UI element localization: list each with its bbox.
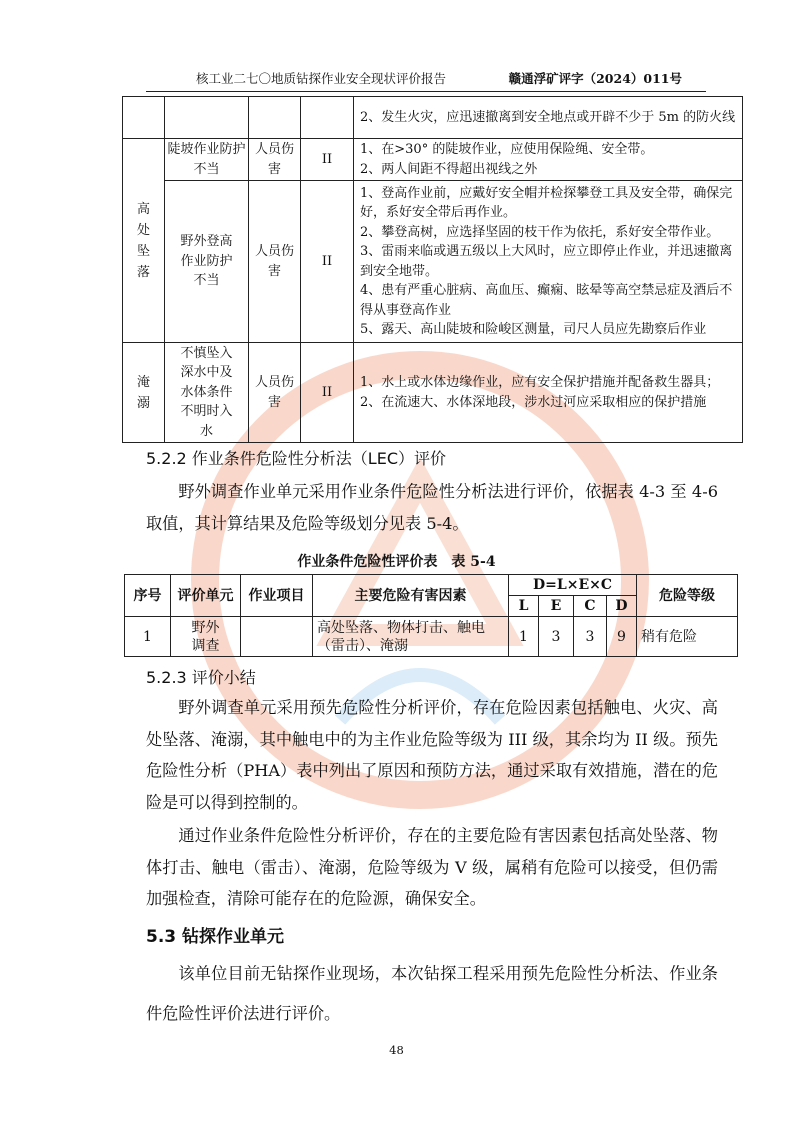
- hazard-analysis-table: [122, 96, 743, 443]
- measure-item: 2、两人间距不得超出视线之外: [360, 161, 538, 177]
- page-number: 48: [389, 1043, 404, 1057]
- section-heading-5-3: 5.3 钻探作业单元: [146, 927, 285, 947]
- cell-l: 1: [509, 617, 539, 657]
- level-cell: II: [301, 139, 354, 181]
- level-cell: [301, 97, 354, 139]
- level-cell: II: [301, 181, 354, 343]
- cell-d: 9: [607, 617, 637, 657]
- cell-factors: 高处坠落、物体打击、触电（雷击）、淹溺: [313, 617, 509, 657]
- table-row: [123, 97, 743, 139]
- col-header-grade: 危险等级: [637, 575, 738, 617]
- cell-e: 3: [539, 617, 574, 657]
- table-row: [125, 617, 738, 657]
- header-report-title: 核工业二七〇地质钻探作业安全现状评价报告: [196, 71, 447, 86]
- lec-evaluation-table: [124, 574, 738, 657]
- cell-grade: 稍有危险: [637, 617, 738, 657]
- consequence-cell: 人员伤害: [249, 181, 301, 343]
- measure-item: 4、患有严重心脏病、高血压、癫痫、眩晕等高空禁忌症及酒后不得从事登高作业: [360, 283, 733, 318]
- consequence-cell: [249, 97, 301, 139]
- table-row: [123, 343, 743, 443]
- col-header-factors: 主要危险有害因素: [313, 575, 509, 617]
- table-row: [123, 181, 743, 343]
- consequence-cell: 人员伤害: [249, 139, 301, 181]
- col-header-l: L: [509, 596, 539, 617]
- measure-item: 5、露天、高山陡坡和险峻区测量，司尺人员应先勘察后作业: [360, 322, 707, 337]
- cell-item: [241, 617, 313, 657]
- measure-item: 1、登高作业前，应戴好安全帽并检探攀登工具及安全带，确保完好，系好安全带后再作业。: [360, 185, 733, 220]
- hazard-cell: 野外登高作业防护不当: [165, 181, 249, 343]
- cell-c: 3: [574, 617, 607, 657]
- col-header-unit: 评价单元: [171, 575, 241, 617]
- col-header-c: C: [574, 596, 607, 617]
- col-header-item: 作业项目: [241, 575, 313, 617]
- cell-no: 1: [125, 617, 171, 657]
- measure-item: 2、在流速大、水体深地段，涉水过河应采取相应的保护措施: [360, 394, 707, 410]
- col-header-d: D: [607, 596, 637, 617]
- measure-item: 3、雷雨来临或遇五级以上大风时，应立即停止作业，并迅速撤离到安全地带。: [360, 244, 733, 279]
- measures-cell: [354, 343, 743, 443]
- category-cell: 高处坠落: [123, 139, 165, 343]
- measure-item: 2、发生火灾，应迅速撤离到安全地点或开辟不少于 5m 的防火线: [360, 109, 736, 125]
- measures-cell: [354, 181, 743, 343]
- section-5-3-paragraph: 该单位目前无钻探作业现场，本次钻探工程采用预先危险性分析法、作业条件危险性评价法进行评价。: [146, 964, 718, 1023]
- hazard-cell: 不慎坠入深水中及水体条件不明时入水: [165, 343, 249, 443]
- col-header-no: 序号: [125, 575, 171, 617]
- measure-item: 1、水上或水体边缘作业，应有安全保护措施并配备救生器具；: [360, 375, 720, 390]
- hazard-cell: [165, 97, 249, 139]
- section-5-2-2-paragraph: 野外调查作业单元采用作业条件危险性分析法进行评价，依据表 4-3 至 4-6 取值，其计算结果及危险等级划分见表 5-4。: [146, 482, 718, 533]
- category-cell: [123, 97, 165, 139]
- consequence-cell: 人员伤害: [249, 343, 301, 443]
- section-5-2-3-paragraph-2: 通过作业条件危险性分析评价，存在的主要危险有害因素包括高处坠落、物体打击、触电（雷击）、淹溺，危险等级为 V 级，属稍有危险可以接受，但仍需加强检查，清除可能存在的危险源，确保安全。: [146, 826, 718, 908]
- section-heading-5-2-2: 5.2.2 作业条件危险性分析法（LEC）评价: [146, 449, 446, 468]
- hazard-cell: 陡坡作业防护不当: [165, 139, 249, 181]
- section-heading-5-2-3: 5.2.3 评价小结: [146, 668, 256, 687]
- section-5-2-3-paragraph-1: 野外调查单元采用预先危险性分析评价，存在危险因素包括触电、火灾、高处坠落、淹溺，其中触电中的为主作业危险等级为 III 级，其余均为 II 级。预先危险性分析（PHA）表中列出了原因和预防方法，通过采取有效措施，潜在的危险是可以得到控制的。: [146, 698, 718, 812]
- col-header-e: E: [539, 596, 574, 617]
- measure-item: 1、在>30° 的陡坡作业，应使用保险绳、安全带。: [360, 142, 654, 157]
- measures-cell: [354, 97, 743, 139]
- header-divider: [146, 91, 706, 92]
- cell-unit: 野外调查: [171, 617, 241, 657]
- col-header-formula: D=L×E×C: [509, 575, 637, 596]
- measure-item: 2、攀登高树，应选择坚固的枝干作为依托，系好安全带作业。: [360, 224, 720, 240]
- measures-cell: [354, 139, 743, 181]
- lec-table-title: 作业条件危险性评价表 表 5-4: [297, 554, 496, 570]
- category-cell: 淹溺: [123, 343, 165, 443]
- table-row: [123, 139, 743, 181]
- page-header: [146, 69, 706, 91]
- header-report-number: 赣通浮矿评字（2024）011号: [508, 71, 682, 86]
- level-cell: II: [301, 343, 354, 443]
- table-header-row: [125, 575, 738, 596]
